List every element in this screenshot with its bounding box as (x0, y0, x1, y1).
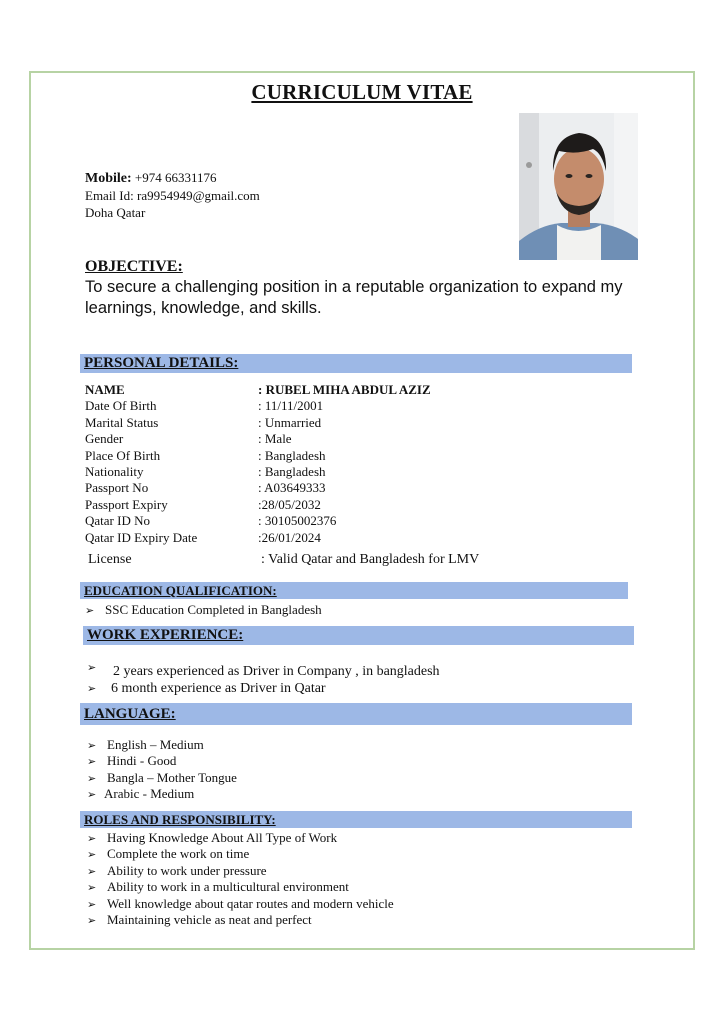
list-item-text: Arabic - Medium (104, 786, 195, 802)
list-item-text: 6 month experience as Driver in Qatar (111, 681, 326, 696)
email-line: Email Id: ra9954949@gmail.com (85, 188, 260, 203)
detail-key: Passport Expiry (85, 496, 168, 512)
list-item (87, 753, 237, 769)
list-item-text: Ability to work under pressure (107, 862, 267, 878)
detail-value: : RUBEL MIHA ABDUL AZIZ (258, 382, 431, 397)
license-key: License (88, 552, 132, 567)
education-heading: EDUCATION QUALIFICATION: (80, 582, 628, 599)
mobile-label: Mobile: (85, 171, 132, 186)
list-item (87, 660, 440, 681)
language-heading: LANGUAGE: (80, 703, 632, 725)
bullet-icon: ➢ (87, 833, 97, 845)
objective-text: To secure a challenging position in a reputable organization to expand my learnings, knowledge, and skills. (85, 278, 623, 317)
list-item-text: Ability to work in a multicultural environment (107, 879, 349, 895)
detail-key: NAME (85, 382, 125, 397)
mobile-value: +974 66331176 (134, 170, 217, 185)
list-item (87, 770, 237, 786)
bullet-icon: ➢ (87, 849, 97, 862)
detail-value: :28/05/2032 (258, 496, 321, 512)
location-line: Doha Qatar (85, 205, 146, 220)
list-item-text: Hindi - Good (107, 753, 177, 769)
work-experience-heading: WORK EXPERIENCE: (83, 626, 634, 645)
list-item (85, 602, 322, 618)
contact-info (85, 169, 260, 221)
detail-key: Place Of Birth (85, 447, 161, 463)
detail-value: : A03649333 (258, 480, 326, 496)
objective-heading: OBJECTIVE: (85, 258, 183, 275)
detail-key: Qatar ID No (85, 513, 150, 529)
list-item-text: Bangla – Mother Tongue (107, 769, 237, 785)
bullet-icon: ➢ (87, 789, 97, 802)
list-item-text: Complete the work on time (107, 846, 250, 862)
list-item (87, 830, 394, 846)
work-experience-list (87, 660, 440, 697)
detail-key: Gender (85, 431, 124, 447)
list-item-text: Well knowledge about qatar routes and modern vehicle (107, 895, 394, 911)
profile-photo (519, 113, 638, 260)
list-item (87, 681, 440, 697)
list-item (87, 879, 394, 895)
list-item-text: Maintaining vehicle as neat and perfect (107, 911, 312, 927)
detail-key: Qatar ID Expiry Date (85, 529, 198, 545)
detail-key: Marital Status (85, 414, 159, 430)
detail-value: :26/01/2024 (258, 529, 321, 545)
license-value: : Valid Qatar and Bangladesh for LMV (261, 552, 480, 567)
bullet-icon: ➢ (87, 756, 97, 769)
detail-value: : Bangladesh (258, 463, 326, 479)
bullet-icon: ➢ (87, 772, 97, 785)
list-item-text: English – Medium (107, 737, 204, 752)
language-list (87, 737, 237, 803)
list-item (87, 896, 394, 912)
bullet-icon: ➢ (87, 914, 97, 927)
list-item (87, 863, 394, 879)
roles-heading: ROLES AND RESPONSIBILITY: (80, 811, 632, 828)
list-item (87, 786, 237, 802)
personal-details-heading: PERSONAL DETAILS: (80, 354, 632, 373)
bullet-icon: ➢ (87, 865, 97, 878)
detail-value: : 30105002376 (258, 513, 337, 529)
bullet-icon: ➢ (87, 683, 97, 695)
detail-key: Nationality (85, 463, 144, 479)
bullet-icon: ➢ (87, 898, 97, 911)
detail-key: Passport No (85, 480, 149, 496)
list-item (87, 737, 237, 753)
education-list (85, 602, 322, 618)
list-item-text: 2 years experienced as Driver in Company , in bangladesh (113, 664, 440, 679)
detail-value: : Unmarried (258, 414, 322, 430)
license-row (88, 552, 480, 568)
bullet-icon: ➢ (87, 740, 97, 752)
detail-key: Date Of Birth (85, 398, 157, 414)
list-item-text: Having Knowledge About All Type of Work (107, 830, 338, 845)
list-item (87, 912, 394, 928)
list-item (87, 846, 394, 862)
detail-value: : Male (258, 431, 292, 447)
bullet-icon: ➢ (87, 662, 97, 674)
page-title: CURRICULUM VITAE (251, 80, 473, 104)
detail-value: : 11/11/2001 (258, 398, 324, 414)
roles-list (87, 830, 394, 928)
list-item-text: SSC Education Completed in Bangladesh (105, 602, 322, 617)
detail-value: : Bangladesh (258, 447, 326, 463)
bullet-icon: ➢ (85, 605, 95, 617)
bullet-icon: ➢ (87, 882, 97, 895)
